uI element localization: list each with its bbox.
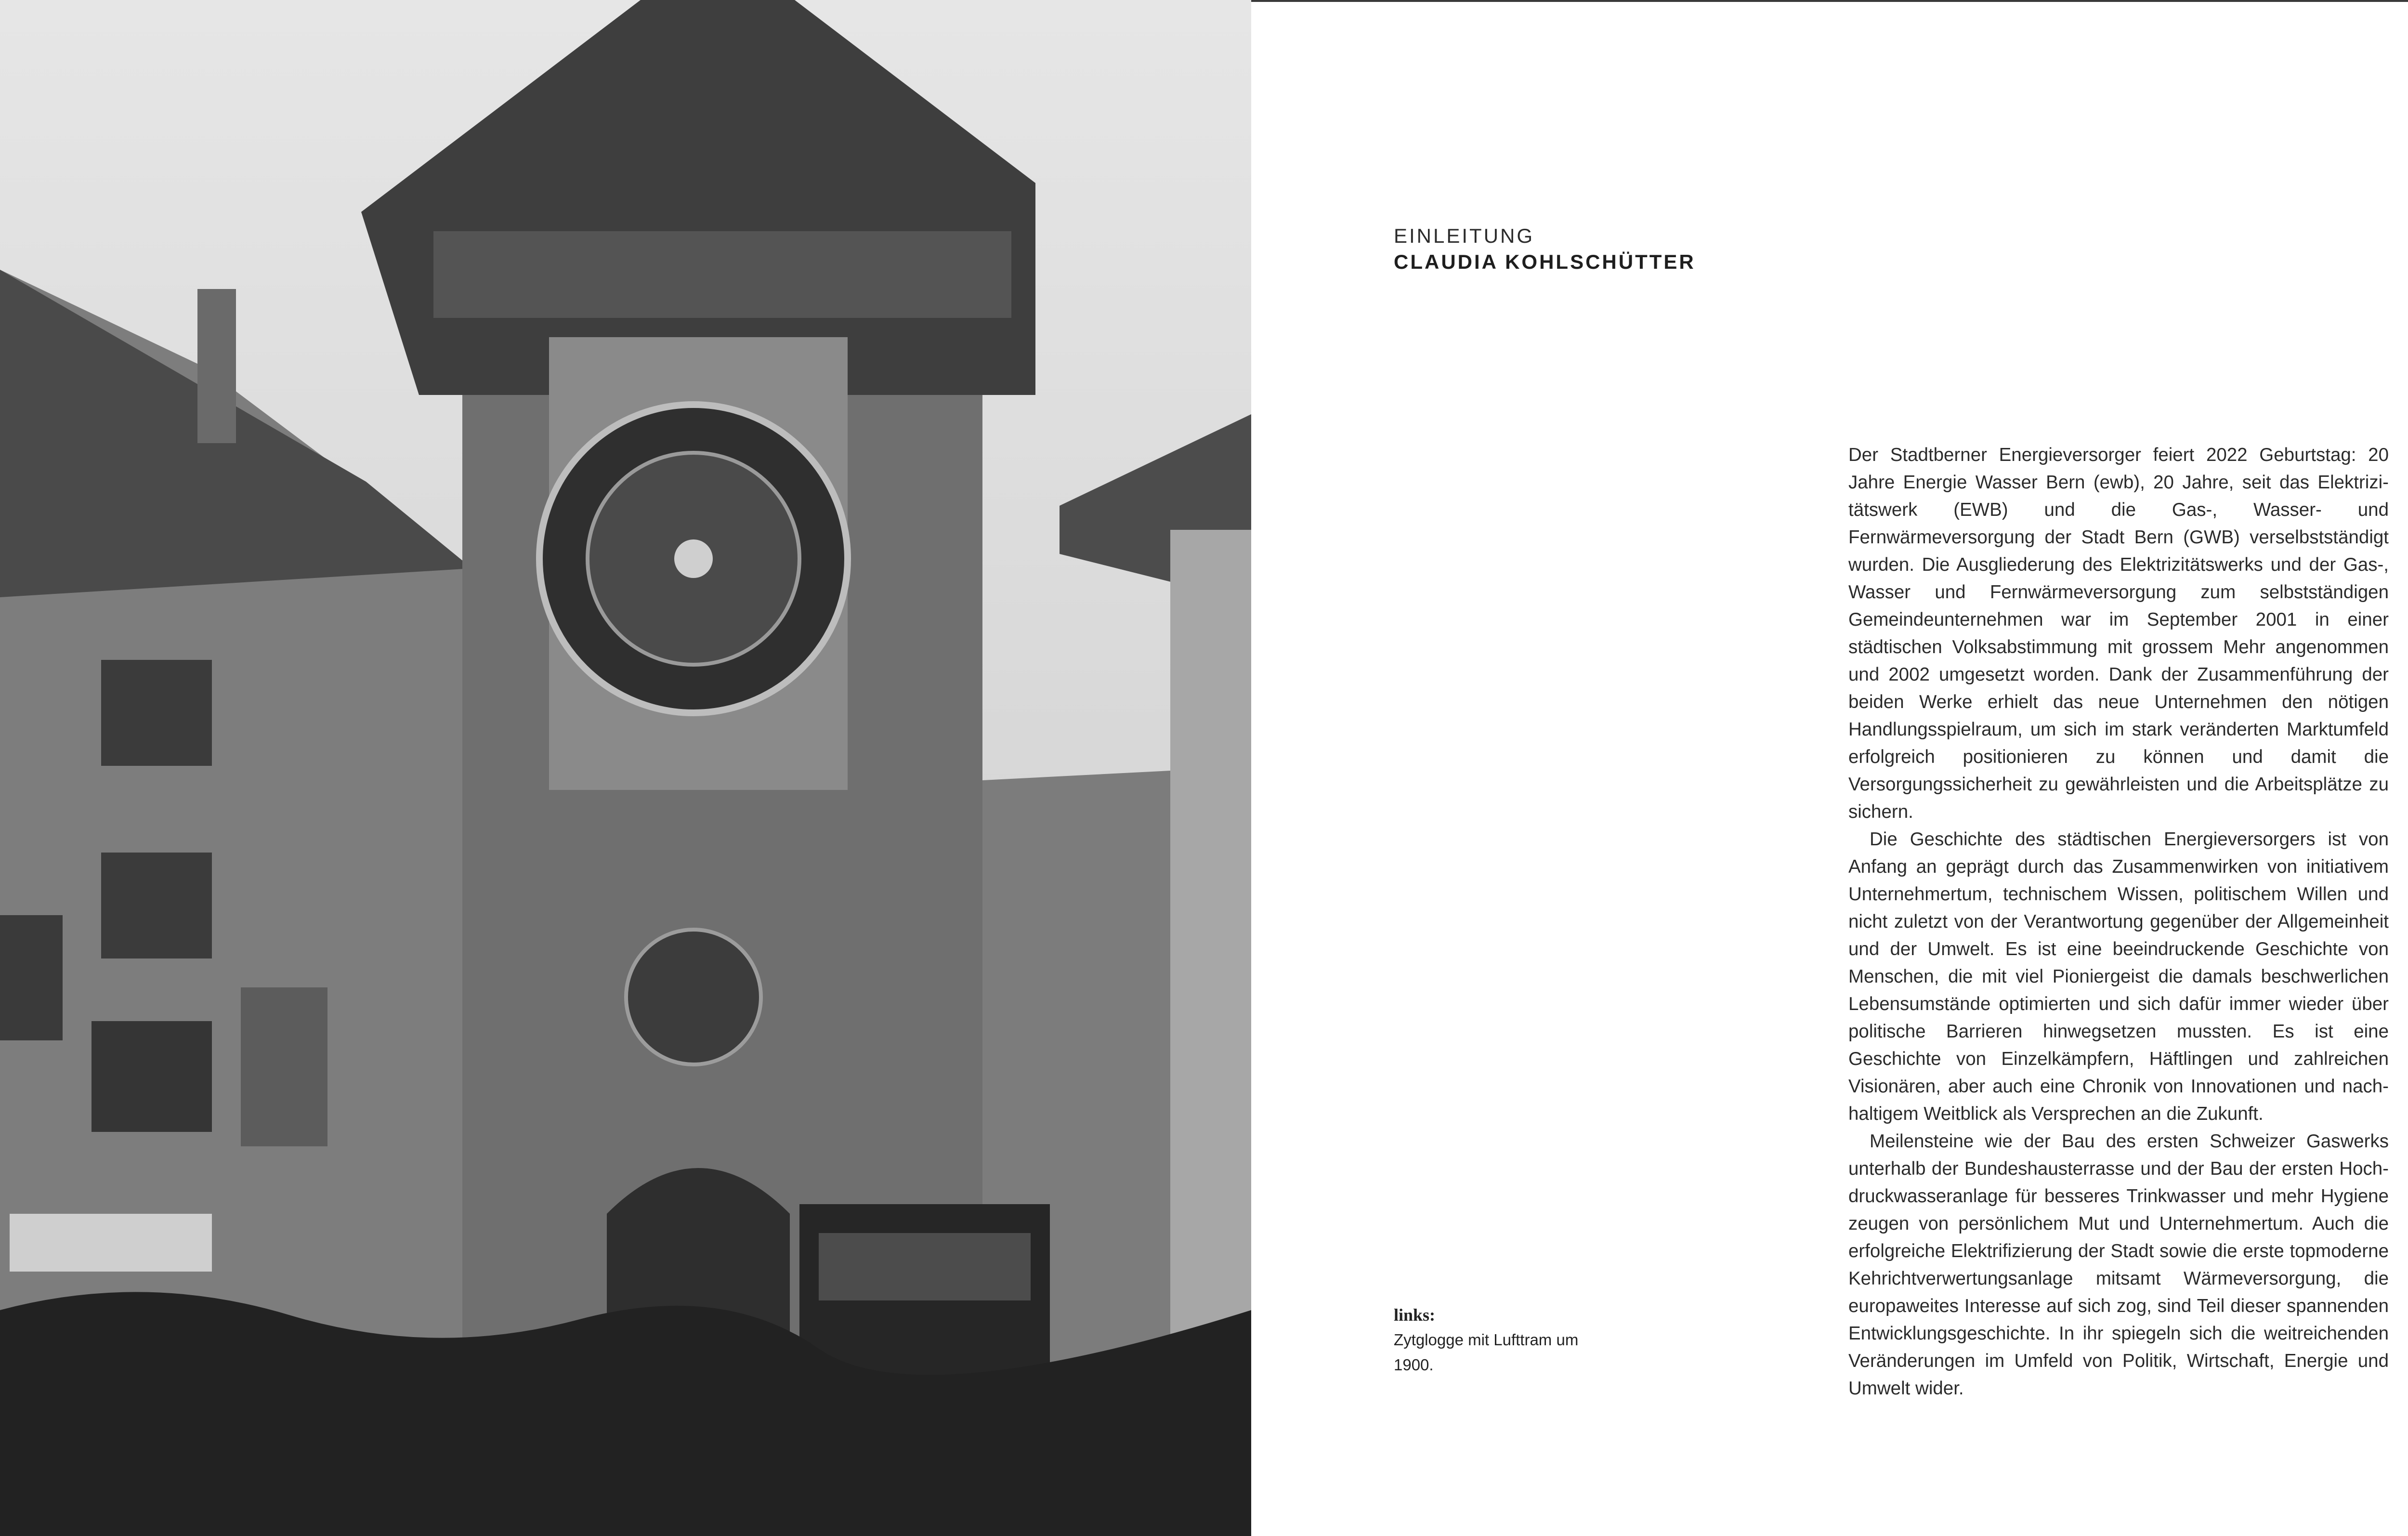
body-text bbox=[1848, 441, 2389, 1402]
oriel bbox=[241, 987, 327, 1146]
window bbox=[92, 1021, 212, 1132]
window bbox=[101, 660, 212, 766]
caption-title: links: bbox=[1394, 1305, 1436, 1325]
body-paragraph: Die Geschichte des städtischen Energieversorgers ist von Anfang an geprägt durch das Zusammenwirken von initiativem Unternehmertum, technischem Wissen, politischem Willen und nicht zuletzt von der Verantwortung gegenüber der Allgemeinheit und der Umwelt. Es ist eine beeindruckende Geschichte von Menschen, die mit viel Pioniergeist die damals beschwerlichen Lebensumstände optimierten und sich dafür immer wieder über politische Barrieren hinwegsetzen mussten. Es ist eine Geschichte von Einzelkämpfern, Häftlingen und zahlreichen Visionären, aber auch eine Chronik von Innovationen und nachhaltigem Weitblick als Versprechen an die Zukunft. bbox=[1848, 829, 2389, 1124]
body-paragraph: Der Stadtberner Energieversorger feiert 2022 Geburtstag: 20 Jahre Energie Wasser Bern (ewb), 20 Jahre, seit das Elektrizitätswerk (EWB) und die Gas-, Wasser- und Fernwärmeversorgung der Stadt Bern (GWB) verselbstständigt wurden. Die Ausgliederung des Elektrizitätswerks und der Gas-, Wasser und Fernwärmeversorgung zum selbstständigen Gemeindeunternehmen war im September 2001 in einer städtischen Volksabstimmung mit grossem Mehr angenommen und 2002 umgesetzt worden. Dank der Zusammenführung der beiden Werke erhielt das neue Unternehmen den nötigen Handlungsspielraum, um sich im stark veränderten Marktumfeld erfolgreich positionieren zu können und damit die Versorgungssicherheit zu gewährleisten und die Arbeitsplätze zu sichern. bbox=[1848, 445, 2389, 822]
tram-windows bbox=[819, 1233, 1031, 1300]
clock-center bbox=[674, 539, 713, 578]
chimney bbox=[197, 289, 236, 443]
tower-gallery bbox=[433, 231, 1011, 318]
author-name: CLAUDIA KOHLSCHÜTTER bbox=[1394, 250, 1696, 273]
window bbox=[101, 853, 212, 958]
section-kicker: EINLEITUNG bbox=[1394, 224, 1535, 247]
photo-caption bbox=[1394, 1302, 1596, 1378]
caption-text: Zytglogge mit Lufttram um 1900. bbox=[1394, 1331, 1579, 1374]
awning bbox=[10, 1214, 212, 1272]
body-paragraph: Meilensteine wie der Bau des ersten Schweizer Gaswerks unterhalb der Bundeshausterrasse und der Bau der ersten Hochdruckwasseranlage für besseres Trinkwasser und mehr Hygiene zeugen von persönlichem Mut und Unternehmertum. Auch die erfolgreiche Elektrifizierung der Stadt sowie die erste topmoderne Kehrichtverwertungsanlage mitsamt Wärmeversorgung, die europaweites Interesse auf sich zog, sind Teil dieser spannenden Entwicklungsgeschichte. In ihr spiegeln sich die weitreichenden Veränderungen im Umfeld von Politik, Wirtschaft, Energie und Umwelt wider. bbox=[1848, 1131, 2389, 1399]
text-page bbox=[1251, 0, 2408, 1536]
astronomical-clock bbox=[626, 930, 761, 1064]
window bbox=[0, 915, 63, 1040]
